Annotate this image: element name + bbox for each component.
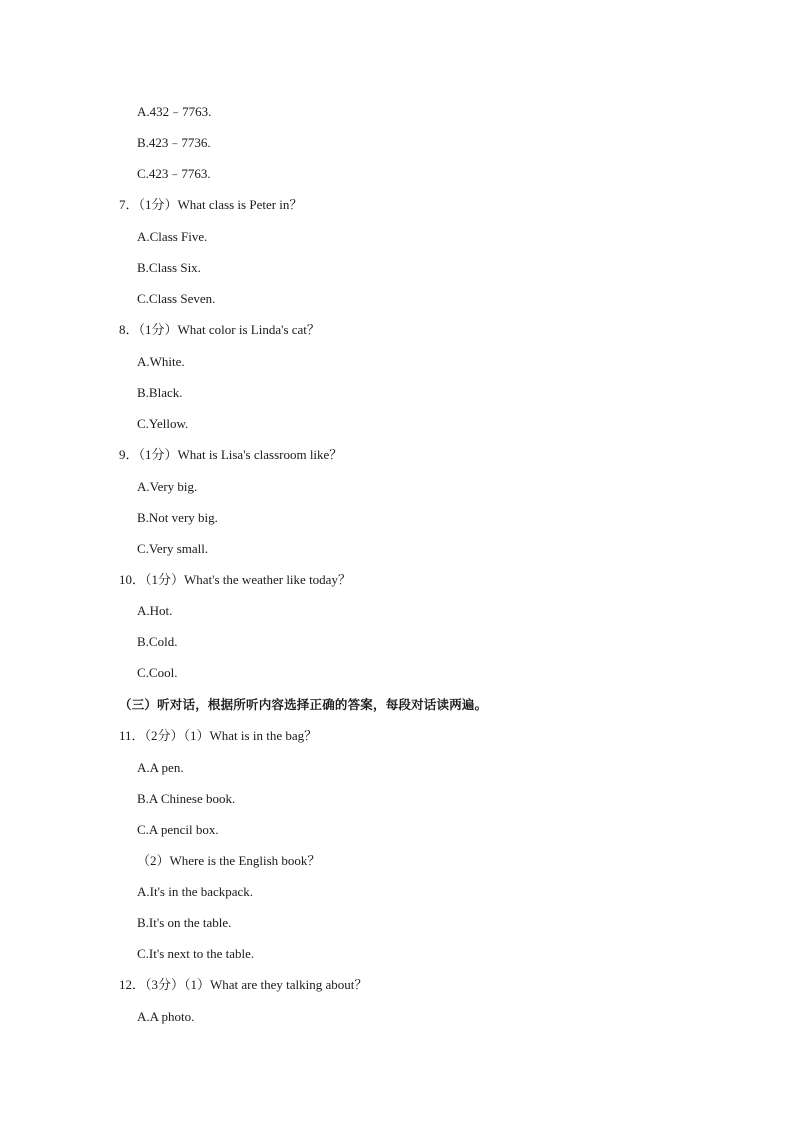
option-10b: B.Cold. [137, 634, 178, 649]
option-11-1b: B.A Chinese book. [137, 791, 236, 806]
option-7c: C.Class Seven. [137, 291, 216, 306]
option-7b: B.Class Six. [137, 260, 201, 275]
question-8: 8．（1分）What color is Linda's cat？ [119, 322, 320, 337]
option-7a: A.Class Five. [137, 229, 208, 244]
question-11: 11．（2分）（1）What is in the bag？ [119, 728, 318, 743]
option-11-2b: B.It's on the table. [137, 915, 232, 930]
option-8a: A.White. [137, 354, 185, 369]
question-12: 12．（3分）（1）What are they talking about？ [119, 977, 368, 992]
question-11-2: （2）Where is the English book？ [137, 853, 321, 868]
option-6b: B.423﹣7736. [137, 135, 211, 150]
option-12-1a: A.A photo. [137, 1009, 195, 1024]
option-8c: C.Yellow. [137, 416, 189, 431]
option-9a: A.Very big. [137, 479, 198, 494]
question-9: 9．（1分）What is Lisa's classroom like？ [119, 447, 343, 462]
question-7: 7．（1分）What class is Peter in？ [119, 197, 303, 212]
option-9c: C.Very small. [137, 541, 209, 556]
option-11-2c: C.It's next to the table. [137, 946, 255, 961]
question-10: 10．（1分）What's the weather like today？ [119, 572, 351, 587]
option-6c: C.423﹣7763. [137, 166, 211, 181]
option-8b: B.Black. [137, 385, 183, 400]
option-6a: A.432﹣7763. [137, 104, 212, 119]
option-10a: A.Hot. [137, 603, 173, 618]
section-heading-3: （三）听对话，根据所听内容选择正确的答案，每段对话读两遍。 [119, 697, 488, 712]
option-11-1a: A.A pen. [137, 760, 184, 775]
option-10c: C.Cool. [137, 665, 178, 680]
option-11-1c: C.A pencil box. [137, 822, 219, 837]
option-9b: B.Not very big. [137, 510, 218, 525]
option-11-2a: A.It's in the backpack. [137, 884, 254, 899]
